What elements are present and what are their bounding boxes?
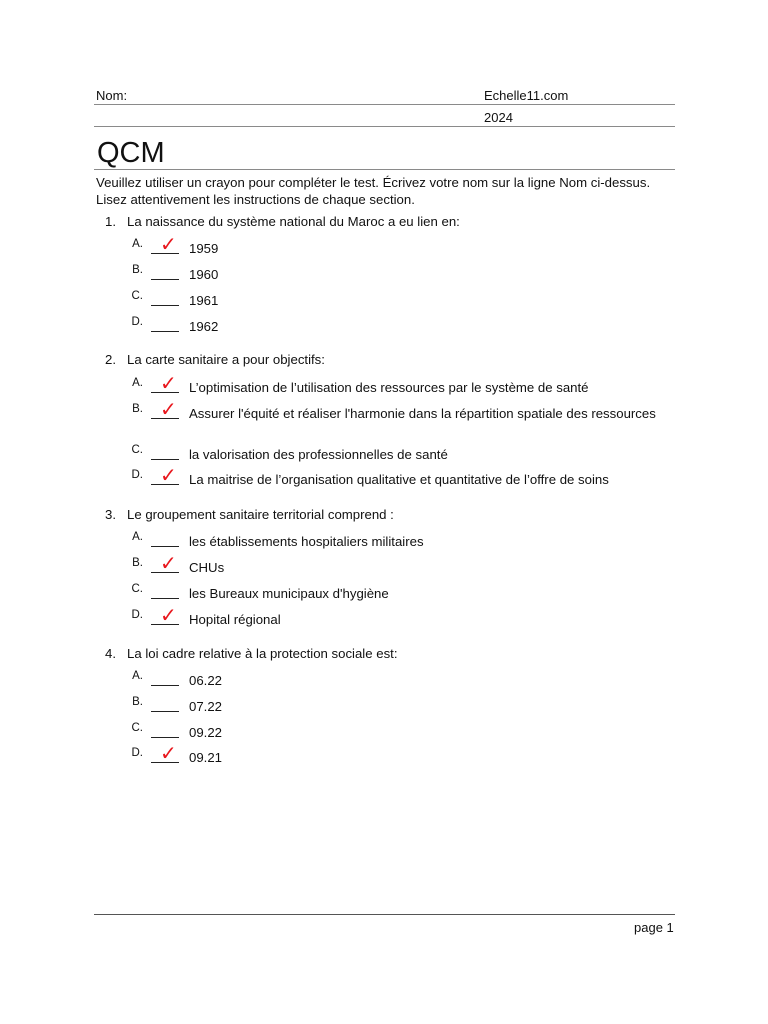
option-letter: C. (131, 290, 143, 302)
option-text: 06.22 (189, 673, 223, 688)
question-text: La carte sanitaire a pour objectifs: (127, 352, 325, 367)
question-number: 3. (105, 507, 116, 522)
option-letter: B. (132, 557, 143, 569)
year: 2024 (484, 110, 513, 125)
option-letter: A. (132, 238, 143, 250)
answer-blank[interactable] (151, 546, 179, 547)
option-letter: D. (131, 609, 143, 621)
option-text: 07.22 (189, 699, 223, 714)
option-letter: B. (132, 696, 143, 708)
option-letter: C. (131, 722, 143, 734)
page-title: QCM (97, 137, 165, 169)
question-text: La naissance du système national du Maroc a eu lien en: (127, 214, 460, 229)
answer-blank[interactable] (151, 279, 179, 280)
question-number: 1. (105, 214, 116, 229)
check-mark-icon: ✓ (160, 551, 177, 575)
question-text: La loi cadre relative à la protection sociale est: (127, 646, 398, 661)
instructions: Veuillez utiliser un crayon pour compléter le test. Écrivez votre nom sur la ligne Nom ci-dessus. Lisez attentivement les instructions de chaque section. (96, 175, 651, 207)
page-number: page 1 (634, 920, 674, 935)
option-text: les Bureaux municipaux d'hygiène (189, 586, 389, 601)
check-mark-icon: ✓ (160, 603, 177, 627)
option-letter: A. (132, 670, 143, 682)
option-letter: A. (132, 531, 143, 543)
option-text: Assurer l'équité et réaliser l'harmonie dans la répartition spatiale des ressources (189, 406, 656, 421)
option-letter: D. (131, 316, 143, 328)
option-text: les établissements hospitaliers militaires (189, 534, 424, 549)
question-number: 4. (105, 646, 116, 661)
option-letter: C. (131, 444, 143, 456)
footer-divider (94, 914, 675, 915)
check-mark-icon: ✓ (160, 463, 177, 487)
answer-blank[interactable] (151, 459, 179, 460)
title-divider (94, 169, 675, 170)
answer-blank[interactable] (151, 685, 179, 686)
name-label: Nom: (96, 88, 128, 103)
answer-blank[interactable] (151, 737, 179, 738)
option-text: 1962 (189, 319, 219, 334)
option-text: 1961 (189, 293, 219, 308)
answer-blank[interactable] (151, 331, 179, 332)
question-text: Le groupement sanitaire territorial comprend : (127, 507, 394, 522)
option-text: 09.22 (189, 725, 223, 740)
option-letter: C. (131, 583, 143, 595)
option-text: la valorisation des professionnelles de santé (189, 447, 448, 462)
check-mark-icon: ✓ (160, 371, 177, 395)
option-letter: D. (131, 469, 143, 481)
option-text: CHUs (189, 560, 225, 575)
option-text: Hopital régional (189, 612, 281, 627)
check-mark-icon: ✓ (160, 232, 177, 256)
option-text: 1960 (189, 267, 219, 282)
option-letter: B. (132, 403, 143, 415)
check-mark-icon: ✓ (160, 741, 177, 765)
option-text: L’optimisation de l’utilisation des ressources par le système de santé (189, 380, 589, 395)
option-text: La maitrise de l’organisation qualitative et quantitative de l’offre de soins (189, 472, 609, 487)
option-text: 09.21 (189, 750, 223, 765)
question-number: 2. (105, 352, 116, 367)
option-letter: B. (132, 264, 143, 276)
answer-blank[interactable] (151, 711, 179, 712)
option-letter: D. (131, 747, 143, 759)
site-name: Echelle11.com (484, 88, 569, 103)
option-text: 1959 (189, 241, 219, 256)
option-letter: A. (132, 377, 143, 389)
name-line (94, 104, 675, 105)
header-divider (94, 126, 675, 127)
check-mark-icon: ✓ (160, 397, 177, 421)
answer-blank[interactable] (151, 598, 179, 599)
answer-blank[interactable] (151, 305, 179, 306)
